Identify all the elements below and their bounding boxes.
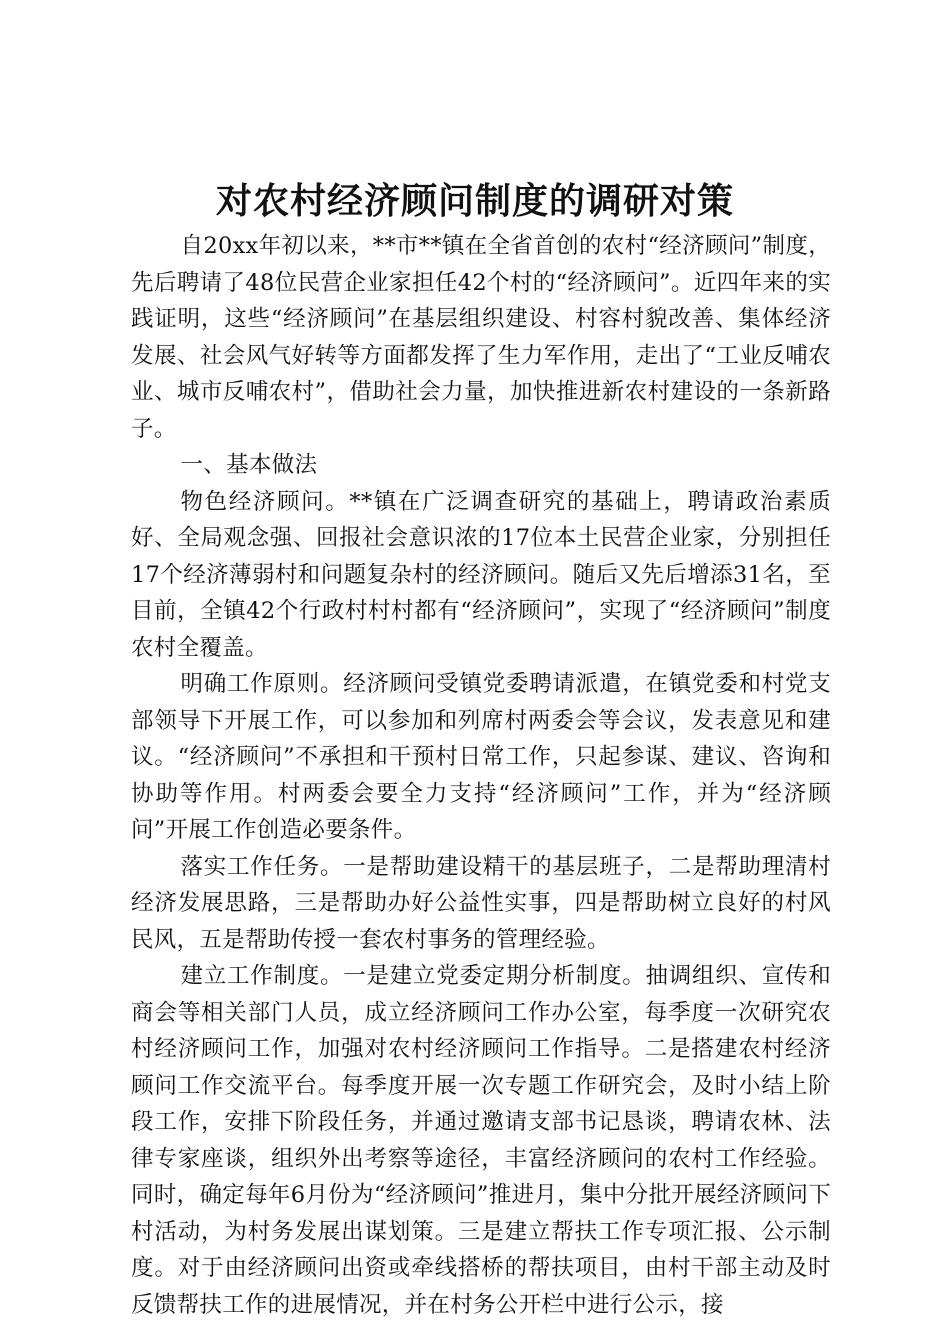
document-title: 对农村经济顾问制度的调研对策	[215, 180, 734, 222]
paragraph-work-tasks: 落实工作任务。一是帮助建设精干的基层班子，二是帮助理清村经济发展思路，三是帮助办好公益性实事，四是帮助树立良好的村风民风，五是帮助传授一套农村事务的管理经验。	[131, 853, 831, 953]
paragraph-work-system: 建立工作制度。一是建立党委定期分析制度。抽调组织、宣传和商会等相关部门人员，成立经济顾问工作办公室，每季度一次研究农村经济顾问工作，加强对农村经济顾问工作指导。二是搭建农村经济顾问工作交流平台。每季度开展一次专题工作研究会，及时小结上阶段工作，安排下阶段任务，并通过邀请支部书记恳谈，聘请农林、法律专家座谈，组织外出考察等途径，丰富经济顾问的农村工作经验。同时，确定每年6月份为“经济顾问”推进月，集中分批开展经济顾问下村活动，为村务发展出谋划策。三是建立帮扶工作专项汇报、公示制度。对于由经济顾问出资或牵线搭桥的帮扶项目，由村干部主动及时反馈帮扶工作的进展情况，并在村务公开栏中进行公示，接	[131, 963, 831, 1318]
paragraph-select-advisors: 物色经济顾问。**镇在广泛调查研究的基础上，聘请政治素质好、全局观念强、回报社会意识浓的17位本土民营企业家，分别担任17个经济薄弱村和问题复杂村的经济顾问。随后又先后增添31名，至目前，全镇42个行政村村村都有“经济顾问”，实现了“经济顾问”制度农村全覆盖。	[131, 488, 831, 661]
paragraph-work-principles: 明确工作原则。经济顾问受镇党委聘请派遣，在镇党委和村党支部领导下开展工作，可以参加和列席村两委会等会议，发表意见和建议。“经济顾问”不承担和干预村日常工作，只起参谋、建议、咨询和协助等作用。村两委会要全力支持“经济顾问”工作，并为“经济顾问”开展工作创造必要条件。	[131, 671, 831, 843]
paragraph-intro: 自20xx年初以来，**市**镇在全省首创的农村“经济顾问”制度，先后聘请了48位民营企业家担任42个村的“经济顾问”。近四年来的实践证明，这些“经济顾问”在基层组织建设、村容村貌改善、集体经济发展、社会风气好转等方面都发挥了生力军作用，走出了“工业反哺农业、城市反哺农村”，借助社会力量，加快推进新农村建设的一条新路子。	[131, 233, 831, 442]
section-heading: 一、基本做法	[180, 452, 318, 478]
document-body	[131, 228, 831, 1323]
